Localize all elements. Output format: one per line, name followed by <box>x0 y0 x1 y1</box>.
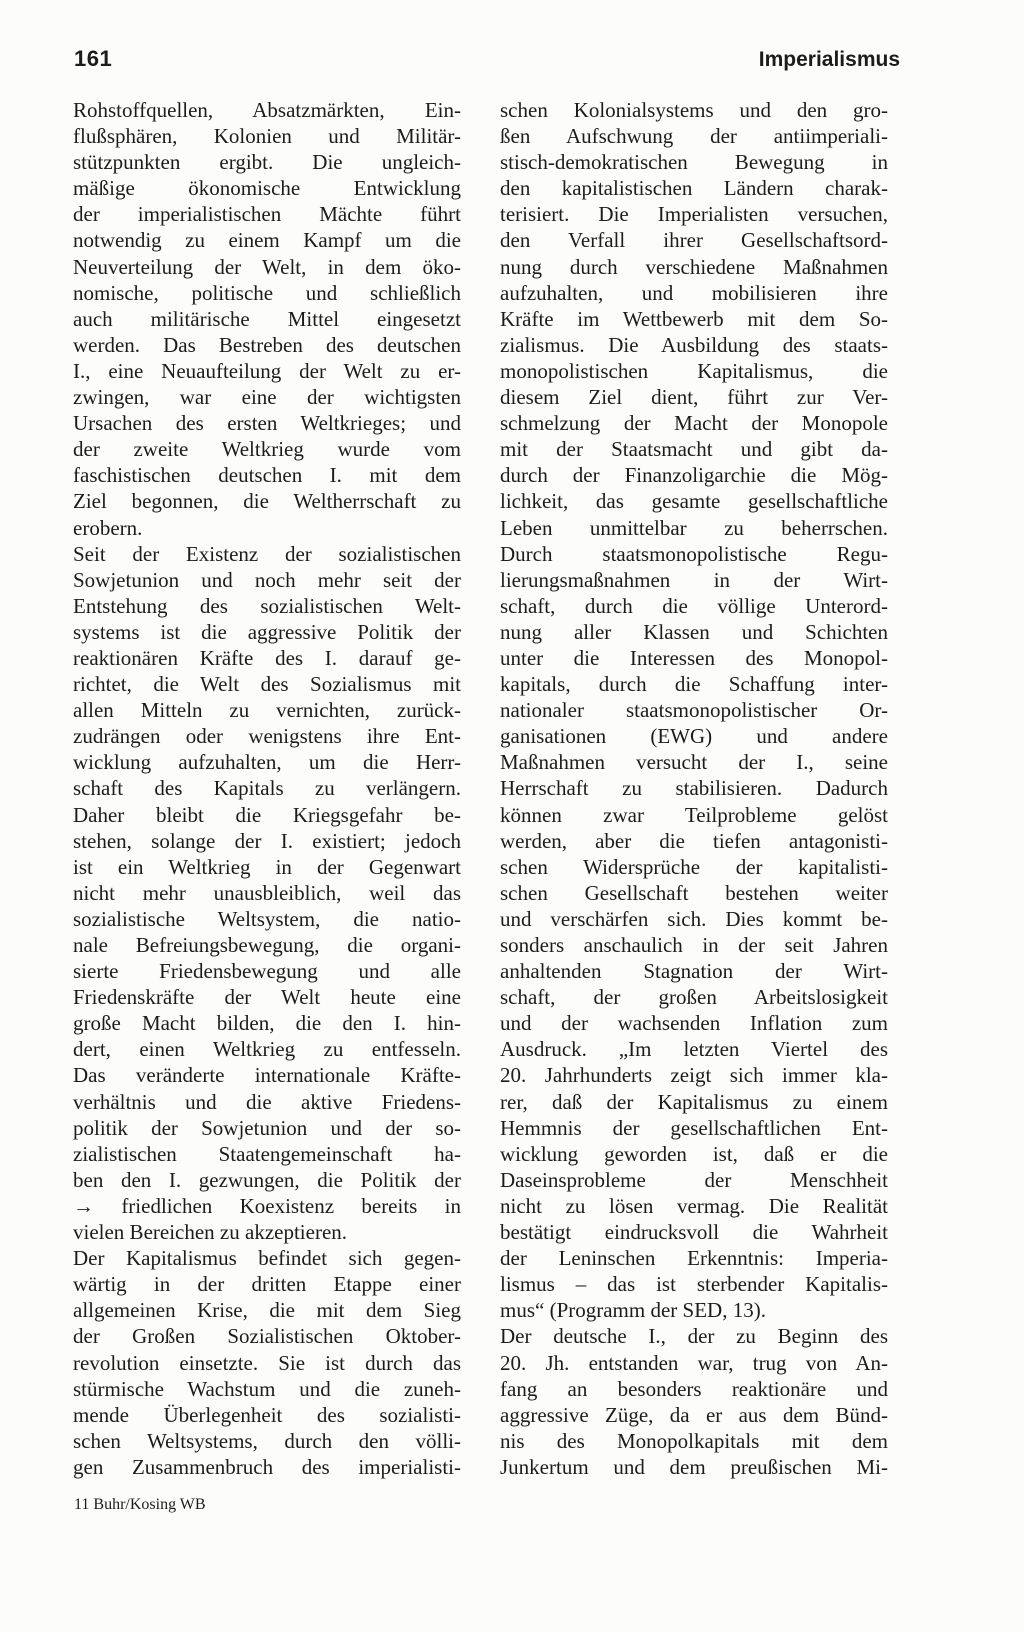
text-line: mäßige ökonomische Entwicklung <box>73 176 461 201</box>
text-line: diesem Ziel dient, führt zur Ver- <box>500 385 888 410</box>
page-number: 161 <box>74 46 113 71</box>
text-line: stützpunkten ergibt. Die ungleich- <box>73 150 461 175</box>
text-line: lierungsmaßnahmen in der Wirt- <box>500 567 888 592</box>
text-line: zwingen, war eine der wichtigsten <box>73 385 461 410</box>
text-line: Ziel begonnen, die Weltherrschaft zu <box>73 489 461 514</box>
text-line: allen Mitteln zu vernichten, zurück- <box>73 698 461 723</box>
text-line: Kräfte im Wettbewerb mit dem So- <box>500 306 888 331</box>
text-line: allgemeinen Krise, die mit dem Sieg <box>73 1298 461 1323</box>
text-line: den Verfall ihrer Gesellschaftsord- <box>500 228 888 253</box>
text-line: Herrschaft zu stabilisieren. Dadurch <box>500 776 888 801</box>
text-line: flußsphären, Kolonien und Militär- <box>73 124 461 149</box>
text-line: schen Kolonialsystems und den gro- <box>500 98 888 122</box>
text-line: Der deutsche I., der zu Beginn des <box>500 1324 888 1349</box>
text-line: schaft, durch die völlige Unterord- <box>500 593 888 618</box>
text-line: Sowjetunion und noch mehr seit der <box>73 567 461 592</box>
text-line: ist ein Weltkrieg in der Gegenwart <box>73 854 461 879</box>
text-line: erobern. <box>73 515 143 540</box>
text-line: sierte Friedensbewegung und alle <box>73 959 461 984</box>
text-line: der imperialistischen Mächte führt <box>73 202 461 227</box>
text-line: durch der Finanzoligarchie die Mög- <box>500 463 888 488</box>
text-line: Hemmnis der gesellschaftlichen Ent- <box>500 1115 888 1140</box>
text-line: lismus – das ist sterbender Kapitalis- <box>500 1272 888 1297</box>
text-line: Neuverteilung der Welt, in dem öko- <box>73 254 461 279</box>
text-line: und der wachsenden Inflation zum <box>500 1011 888 1036</box>
text-line: mus“ (Programm der SED, 13). <box>500 1298 766 1323</box>
text-line: nationaler staatsmonopolistischer Or- <box>500 698 888 723</box>
text-line: systems ist die aggressive Politik der <box>73 619 461 644</box>
text-line: Friedenskräfte der Welt heute eine <box>73 985 461 1010</box>
text-line: Ursachen des ersten Weltkrieges; und <box>73 411 461 436</box>
text-line: zudrängen oder wenigstens ihre Ent- <box>73 724 461 749</box>
text-line: I., eine Neuaufteilung der Welt zu er- <box>73 358 461 383</box>
text-line: Durch staatsmonopolistische Regu- <box>500 541 888 566</box>
text-line: stürmische Wachstum und die zuneh- <box>73 1376 461 1401</box>
text-line: Ausdruck. „Im letzten Viertel des <box>500 1037 888 1062</box>
text-line: stehen, solange der I. existiert; jedoch <box>73 828 461 853</box>
text-line: zialismus. Die Ausbildung des staats- <box>500 332 888 357</box>
text-line: schen Widersprüche der kapitalisti- <box>500 854 888 879</box>
text-line: den kapitalistischen Ländern charak- <box>500 176 888 201</box>
text-line: wicklung geworden ist, daß er die <box>500 1141 888 1166</box>
text-line: werden. Das Bestreben des deutschen <box>73 332 461 357</box>
text-line: ben den I. gezwungen, die Politik der <box>73 1167 461 1192</box>
text-line: große Macht bilden, die den I. hin- <box>73 1011 461 1036</box>
text-line: kapitals, durch die Schaffung inter- <box>500 672 888 697</box>
text-line: nis des Monopolkapitals mit dem <box>500 1428 888 1453</box>
text-line: Daher bleibt die Kriegsgefahr be- <box>73 802 461 827</box>
text-line: schaft, der großen Arbeitslosigkeit <box>500 985 888 1010</box>
text-line: verhältnis und die aktive Friedens- <box>73 1089 461 1114</box>
text-line: terisiert. Die Imperialisten versuchen, <box>500 202 888 227</box>
text-line: der Großen Sozialistischen Oktober- <box>73 1324 461 1349</box>
text-line: faschistischen deutschen I. mit dem <box>73 463 461 488</box>
text-line: nicht mehr unausbleiblich, weil das <box>73 880 461 905</box>
text-line: sozialistische Weltsystem, die natio- <box>73 906 461 931</box>
text-line: schaft des Kapitals zu verlängern. <box>73 776 461 801</box>
text-line: schen Weltsystems, durch den völli- <box>73 1428 461 1453</box>
text-line: nale Befreiungsbewegung, die organi- <box>73 933 461 957</box>
text-line: können zwar Teilprobleme gelöst <box>500 802 888 827</box>
text-line: nung aller Klassen und Schichten <box>500 619 888 644</box>
text-line: Daseinsprobleme der Menschheit <box>500 1167 888 1192</box>
text-line: der zweite Weltkrieg wurde vom <box>73 437 461 462</box>
text-line: bestätigt eindrucksvoll die Wahrheit <box>500 1220 888 1245</box>
text-line: unter die Interessen des Monopol- <box>500 645 888 670</box>
text-line: Rohstoffquellen, Absatzmärkten, Ein- <box>73 98 461 122</box>
text-line: schmelzung der Macht der Monopole <box>500 411 888 436</box>
text-line: schen Gesellschaft bestehen weiter <box>500 880 888 905</box>
text-line: lichkeit, das gesamte gesellschaftliche <box>500 489 888 514</box>
text-line: Seit der Existenz der sozialistischen <box>73 541 461 566</box>
text-line: stisch-demokratischen Bewegung in <box>500 150 888 175</box>
text-line: nomische, politische und schließlich <box>73 280 461 305</box>
text-line: nicht zu lösen vermag. Die Realität <box>500 1193 888 1218</box>
footer-signature: 11 Buhr/Kosing WB <box>74 1496 206 1513</box>
text-line: wärtig in der dritten Etappe einer <box>73 1272 461 1297</box>
text-line: notwendig zu einem Kampf um die <box>73 228 461 253</box>
text-line: reaktionären Kräfte des I. darauf ge- <box>73 645 461 670</box>
text-line: ßen Aufschwung der antiimperiali- <box>500 124 888 149</box>
text-line: richtet, die Welt des Sozialismus mit <box>73 672 461 697</box>
text-line: → friedlichen Koexistenz bereits in <box>73 1193 461 1218</box>
text-line: aggressive Züge, da er aus dem Bünd- <box>500 1402 888 1427</box>
text-line: und verschärfen sich. Dies kommt be- <box>500 906 888 931</box>
text-line: revolution einsetzte. Sie ist durch das <box>73 1350 461 1375</box>
text-line: 20. Jahrhunderts zeigt sich immer kla- <box>500 1063 888 1088</box>
text-line: Maßnahmen versucht der I., seine <box>500 750 888 775</box>
text-line: Entstehung des sozialistischen Welt- <box>73 593 461 618</box>
text-line: nung durch verschiedene Maßnahmen <box>500 254 888 279</box>
left-column <box>73 97 461 1480</box>
text-line: dert, einen Weltkrieg zu entfesseln. <box>73 1037 461 1062</box>
right-column <box>500 97 888 1480</box>
text-line: mit der Staatsmacht und gibt da- <box>500 437 888 462</box>
text-line: politik der Sowjetunion und der so- <box>73 1115 461 1140</box>
text-line: gen Zusammenbruch des imperialisti- <box>73 1454 461 1479</box>
text-line: Junkertum und dem preußischen Mi- <box>500 1454 888 1479</box>
text-line: anhaltenden Stagnation der Wirt- <box>500 959 888 984</box>
text-line: der Leninschen Erkenntnis: Imperia- <box>500 1246 888 1271</box>
text-line: sonders anschaulich in der seit Jahren <box>500 933 888 957</box>
text-line: wicklung aufzuhalten, um die Herr- <box>73 750 461 775</box>
text-line: Das veränderte internationale Kräfte- <box>73 1063 461 1088</box>
text-line: vielen Bereichen zu akzeptieren. <box>73 1220 348 1245</box>
running-head: Imperialismus <box>758 48 900 71</box>
text-line: werden, aber die tiefen antagonisti- <box>500 828 888 853</box>
text-line: 20. Jh. entstanden war, trug von An- <box>500 1350 888 1375</box>
text-line: ganisationen (EWG) und andere <box>500 724 888 749</box>
text-line: Leben unmittelbar zu beherrschen. <box>500 515 888 540</box>
text-line: monopolistischen Kapitalismus, die <box>500 358 888 383</box>
text-line: fang an besonders reaktionäre und <box>500 1376 888 1401</box>
text-line: rer, daß der Kapitalismus zu einem <box>500 1089 888 1114</box>
text-line: aufzuhalten, und mobilisieren ihre <box>500 280 888 305</box>
text-line: auch militärische Mittel eingesetzt <box>73 306 461 331</box>
text-line: zialistischen Staatengemeinschaft ha- <box>73 1141 461 1166</box>
text-line: Der Kapitalismus befindet sich gegen- <box>73 1246 461 1271</box>
text-line: mende Überlegenheit des sozialisti- <box>73 1402 461 1427</box>
